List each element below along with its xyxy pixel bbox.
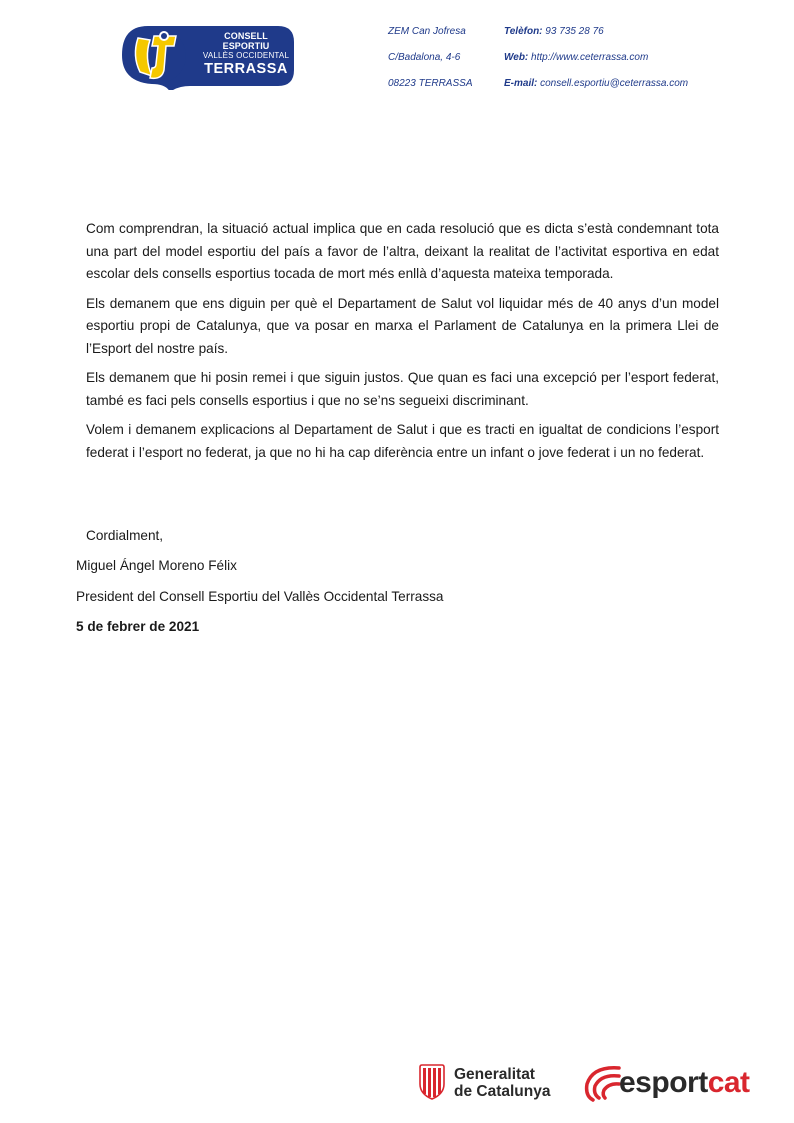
web-link[interactable]: http://www.ceterrassa.com: [531, 52, 649, 63]
esportcat-logo-text: [619, 1066, 750, 1100]
phone-label: Telèfon:: [504, 26, 543, 37]
logo-line-2: VALLÈS OCCIDENTAL: [202, 51, 290, 60]
email-entry: [504, 78, 688, 89]
letter-date: 5 de febrer de 2021: [76, 619, 200, 634]
logo-text: [200, 31, 292, 77]
phone-entry: [504, 26, 604, 37]
signer-name: Miguel Ángel Moreno Félix: [76, 558, 237, 573]
web-entry: [504, 52, 648, 63]
signer-title: President del Consell Esportiu del Vallès Occidental Terrassa: [76, 589, 444, 604]
logo-line-3: TERRASSA: [204, 61, 288, 77]
esportcat-part-2: cat: [707, 1066, 750, 1099]
letter-body: [86, 218, 719, 471]
email-label: E-mail:: [504, 78, 538, 89]
generalitat-line-2: de Catalunya: [454, 1083, 551, 1100]
logo-line-1: CONSELL ESPORTIU: [222, 31, 270, 51]
phone-value: 93 735 28 76: [545, 26, 604, 37]
generalitat-logo-text: [454, 1066, 550, 1100]
paragraph-4: Volem i demanem explicacions al Departament de Salut i que es tracti en igualtat de condicions l’esport federat i l’esport no federat, ja que no hi ha cap diferència entre un infant o jove federat i un no federat.: [86, 422, 719, 460]
esportcat-part-1: esport: [619, 1066, 708, 1099]
closing: Cordialment,: [86, 528, 164, 543]
paragraph-3: Els demanem que hi posin remei i que siguin justos. Que quan es faci una excepció per l’esport federat, també es faci pels consells esportius i que no se’ns segueixi discriminant.: [86, 370, 719, 408]
paragraph-2: Els demanem que ens diguin per què el Departament de Salut vol liquidar més de 40 anys d’un model esportiu propi de Catalunya, que va posar en marxa el Parlament de Catalunya en la primera Llei de l’Esport del nostre país.: [86, 295, 719, 356]
paragraph-1: Com comprendran, la situació actual implica que en cada resolució que es dicta s’està condemnant tota una part del model esportiu del país a favor de l’altra, deixant la realitat de l’activitat esportiva en edat escolar dels consells esportius tocada de mort més enllà d’aquesta mateixa temporada.: [86, 221, 719, 281]
address-line-1: ZEM Can Jofresa: [388, 26, 466, 37]
web-label: Web:: [504, 52, 529, 63]
generalitat-emblem-icon: [418, 1064, 446, 1100]
esportcat-swoosh-icon: [583, 1064, 623, 1102]
generalitat-line-1: Generalitat: [454, 1066, 535, 1083]
address-line-2: C/Badalona, 4-6: [388, 52, 461, 63]
address-line-3: 08223 TERRASSA: [388, 78, 473, 89]
email-link[interactable]: consell.esportiu@ceterrassa.com: [540, 78, 689, 89]
